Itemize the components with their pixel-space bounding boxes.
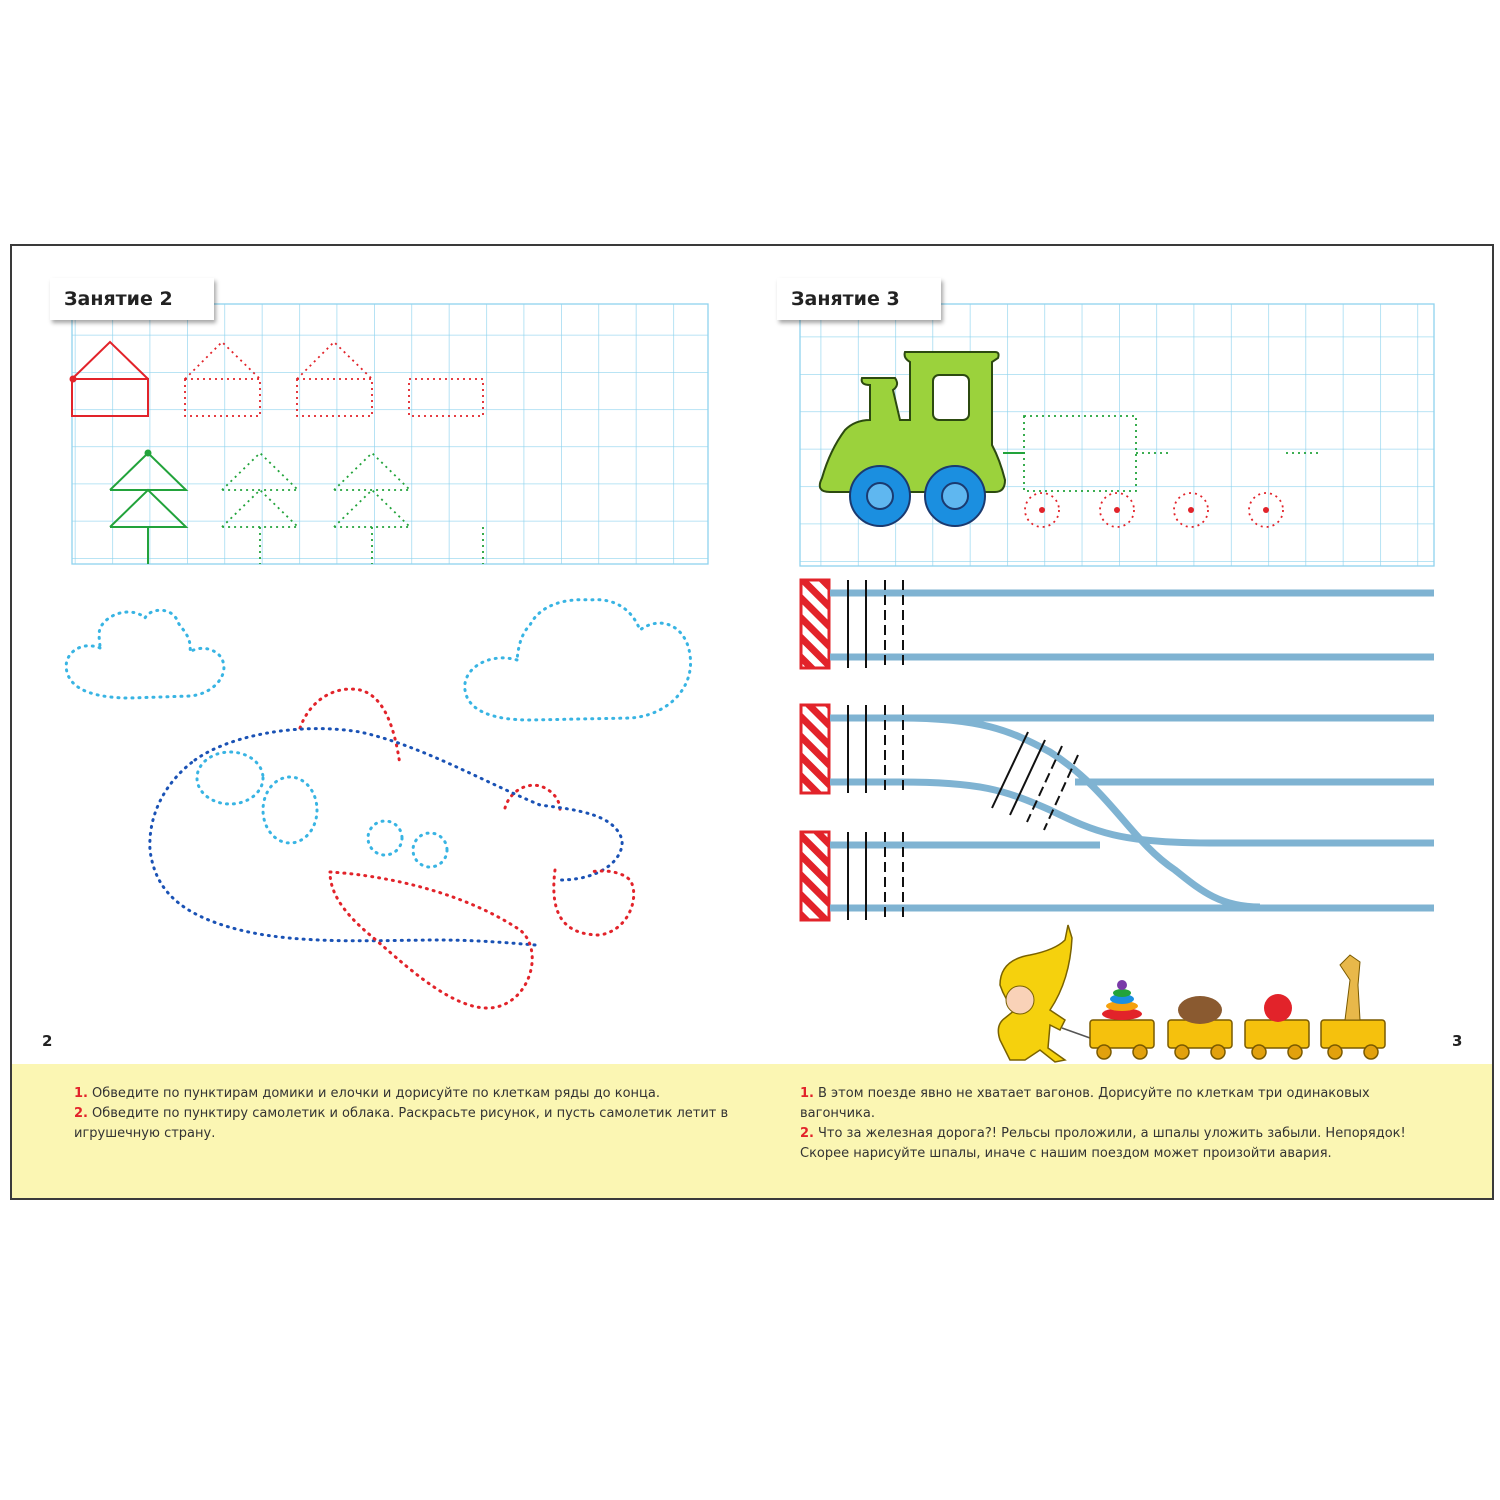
instruction-item: 1. В этом поезде явно не хватает вагонов. Дорисуйте по клеткам три одинаковых вагончика.	[800, 1086, 1370, 1121]
gnome-with-toy-train	[998, 925, 1385, 1062]
instruction-item: 1. Обведите по пунктирам домики и елочки и дорисуйте по клеткам ряды до конца.	[74, 1086, 661, 1101]
left-grid	[72, 304, 708, 564]
page-number-right: 3	[1452, 1032, 1463, 1050]
lesson-title-left: Занятие 2	[50, 278, 214, 320]
railway-switch	[801, 705, 1434, 920]
instructions-left	[74, 1084, 734, 1144]
cloud-right	[465, 600, 691, 720]
tree-start-dot	[145, 450, 152, 457]
instructions-right	[800, 1084, 1440, 1164]
instruction-item: 2. Обведите по пунктиру самолетик и облака. Раскрасьте рисунок, и пусть самолетик летит в игрушечную страну.	[74, 1106, 729, 1141]
cloud-left	[66, 610, 224, 698]
lesson-title-right: Занятие 3	[777, 278, 941, 320]
railway-straight	[801, 580, 1434, 668]
instruction-item: 2. Что за железная дорога?! Рельсы проложили, а шпалы уложить забыли. Непорядок! Скорее нарисуйте шпалы, иначе с нашим поездом может произойти авария.	[800, 1126, 1406, 1161]
page-number-left: 2	[42, 1032, 53, 1050]
airplane	[150, 689, 634, 1008]
instructions-panel	[12, 1064, 1492, 1198]
house-start-dot	[70, 376, 77, 383]
